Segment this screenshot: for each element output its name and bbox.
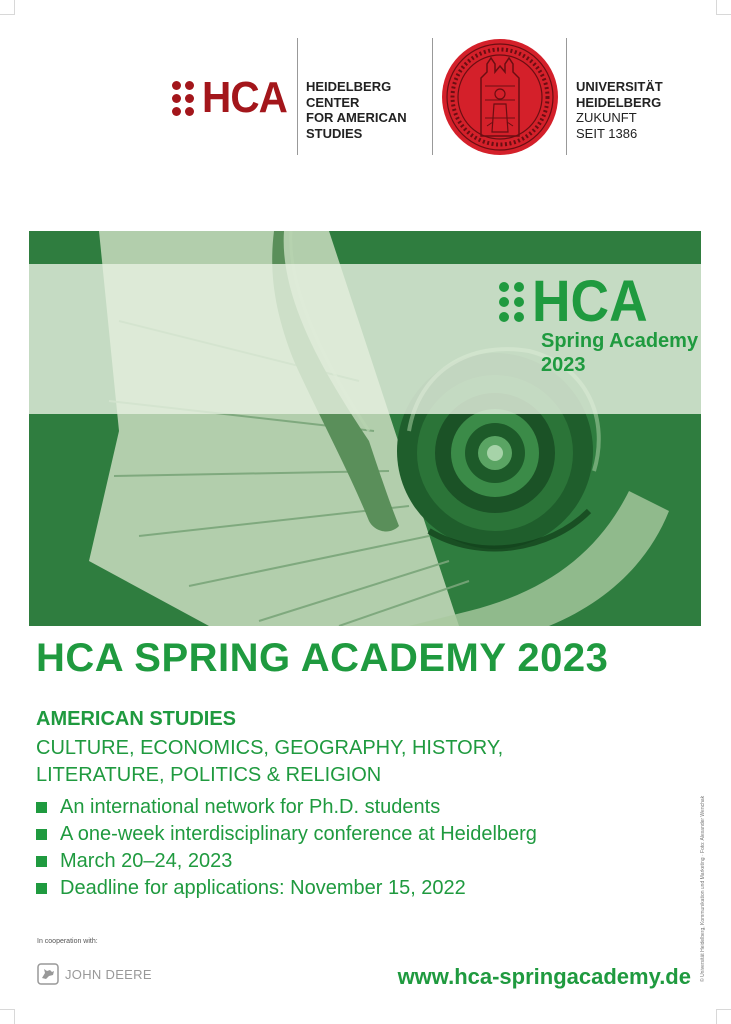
deer-icon: [37, 963, 59, 985]
band-logo-text: HCA: [532, 269, 648, 334]
staircase-photo: [29, 231, 701, 626]
divider: [432, 38, 433, 155]
disciplines: CULTURE, ECONOMICS, GEOGRAPHY, HISTORY, LITERATURE, POLITICS & RELIGION: [36, 737, 504, 786]
bullet-list: [36, 794, 537, 902]
photo-credit: © Universität Heidelberg, Kommunikation und Marketing · Foto: Alexander Wenchak: [700, 795, 706, 982]
partner-name: JOHN DEERE: [65, 966, 152, 982]
list-item: March 20–24, 2023: [36, 848, 537, 875]
university-seal-icon: [441, 38, 559, 156]
band-subtitle: Spring Academy 2023: [541, 330, 699, 376]
website-link[interactable]: www.hca-springacademy.de: [397, 964, 691, 989]
hca-name: HEIDELBERG CENTER FOR AMERICAN STUDIES: [306, 79, 407, 141]
list-item: An international network for Ph.D. students: [36, 794, 537, 821]
list-item: A one-week interdisciplinary conference at Heidelberg: [36, 821, 537, 848]
list-item: Deadline for applications: November 15, 2022: [36, 875, 537, 902]
divider: [297, 38, 298, 155]
crop-mark: [0, 1009, 15, 1024]
main-title: HCA SPRING ACADEMY 2023: [36, 636, 609, 680]
subhead: AMERICAN STUDIES: [36, 708, 237, 730]
hca-logo-text: HCA: [202, 73, 287, 122]
hca-spring-academy-logo: [499, 269, 658, 334]
crop-mark: [716, 0, 731, 15]
hca-logo: [172, 73, 294, 122]
bullet-square-icon: [36, 829, 47, 840]
university-name: UNIVERSITÄT HEIDELBERG ZUKUNFT SEIT 1386: [576, 79, 663, 141]
hca-dots-icon: [499, 282, 524, 322]
bullet-square-icon: [36, 802, 47, 813]
cooperation-label: In cooperation with:: [37, 938, 98, 945]
crop-mark: [716, 1009, 731, 1024]
divider: [566, 38, 567, 155]
bullet-square-icon: [36, 883, 47, 894]
hca-dots-icon: [172, 81, 194, 116]
john-deere-logo: [37, 963, 152, 985]
crop-mark: [0, 0, 15, 15]
bullet-square-icon: [36, 856, 47, 867]
